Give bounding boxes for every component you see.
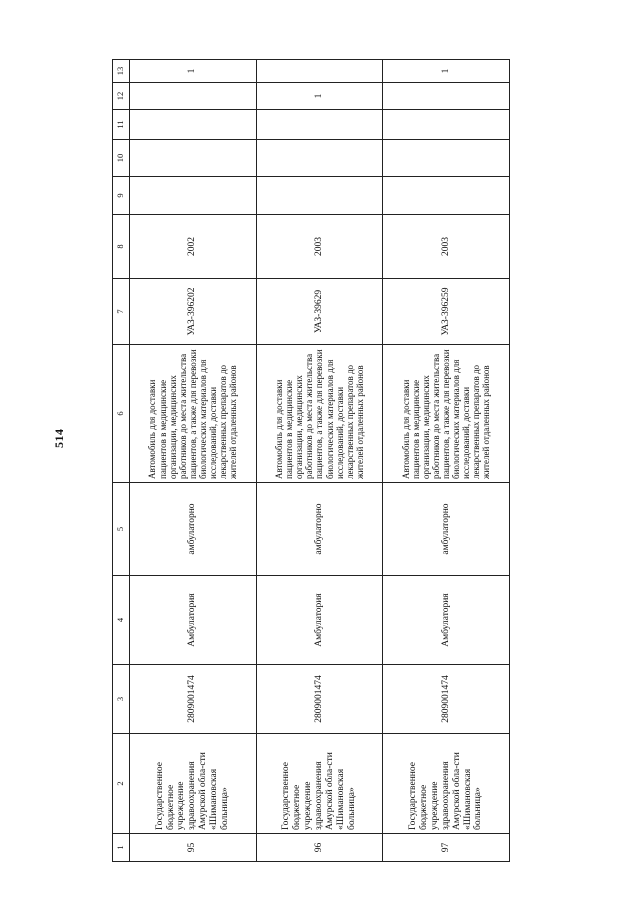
cell-col-9 <box>130 177 257 215</box>
unit-cell: Амбулатория <box>256 576 383 665</box>
vehicle-model: УАЗ-396259 <box>383 279 510 345</box>
table-row <box>130 60 257 862</box>
page-number: 514 <box>52 428 66 448</box>
cell-col-10 <box>383 140 510 177</box>
header-cell: 1 <box>113 834 130 862</box>
header-cell: 5 <box>113 483 130 576</box>
header-cell: 2 <box>113 734 130 834</box>
vehicle-year: 2003 <box>256 215 383 279</box>
row-number: 95 <box>130 834 257 862</box>
unit-cell: Амбулатория <box>130 576 257 665</box>
cell-col-12 <box>130 83 257 110</box>
cell-col-9 <box>383 177 510 215</box>
header-cell: 3 <box>113 665 130 734</box>
cell-col-12 <box>383 83 510 110</box>
header-cell: 13 <box>113 60 130 83</box>
organization-name: Государственное бюджетное учреждение здравоохранения Амурской обла-сти «Шимановская больница» <box>130 734 257 834</box>
care-type-cell: амбулаторно <box>256 483 383 576</box>
inn-cell: 2809001474 <box>130 665 257 734</box>
care-type-cell: амбулаторно <box>130 483 257 576</box>
header-cell: 9 <box>113 177 130 215</box>
organization-name: Государственное бюджетное учреждение здравоохранения Амурской обла-сти «Шимановская больница» <box>256 734 383 834</box>
care-type-cell: амбулаторно <box>383 483 510 576</box>
cell-col-10 <box>256 140 383 177</box>
cell-col-13: 1 <box>383 60 510 83</box>
header-cell: 10 <box>113 140 130 177</box>
cell-col-13: 1 <box>130 60 257 83</box>
vehicle-purpose: Автомобиль для доставки пациентов в медицинские организации, медицинских работников до места жительства пациентов, а также для перевозки биологических материалов для исследований, доставки лекарственных препаратов до жителей отдаленных районов <box>383 345 510 483</box>
cell-col-11 <box>383 110 510 140</box>
rotated-table-container <box>112 66 510 862</box>
table-row <box>383 60 510 862</box>
inn-cell: 2809001474 <box>256 665 383 734</box>
cell-col-12: 1 <box>256 83 383 110</box>
vehicle-table <box>112 59 510 862</box>
row-number: 96 <box>256 834 383 862</box>
vehicle-model: УАЗ-396202 <box>130 279 257 345</box>
organization-name: Государственное бюджетное учреждение здравоохранения Амурской обла-сти «Шимановская больница» <box>383 734 510 834</box>
header-cell: 12 <box>113 83 130 110</box>
cell-col-10 <box>130 140 257 177</box>
header-cell: 7 <box>113 279 130 345</box>
vehicle-model: УАЗ-39629 <box>256 279 383 345</box>
header-cell: 4 <box>113 576 130 665</box>
cell-col-11 <box>130 110 257 140</box>
header-cell: 6 <box>113 345 130 483</box>
header-row <box>113 60 130 862</box>
cell-col-9 <box>256 177 383 215</box>
cell-col-11 <box>256 110 383 140</box>
vehicle-purpose: Автомобиль для доставки пациентов в медицинские организации, медицинских работников до места жительства пациентов, а также для перевозки биологических материалов для исследований, доставки лекарственных препаратов до жителей отдаленных районов <box>130 345 257 483</box>
row-number: 97 <box>383 834 510 862</box>
header-cell: 8 <box>113 215 130 279</box>
header-cell: 11 <box>113 110 130 140</box>
table-row <box>256 60 383 862</box>
vehicle-year: 2002 <box>130 215 257 279</box>
vehicle-purpose: Автомобиль для доставки пациентов в медицинские организации, медицинских работников до места жительства пациентов, а также для перевозки биологических материалов для исследований, доставки лекарственных препаратов до жителей отдаленных районов <box>256 345 383 483</box>
cell-col-13 <box>256 60 383 83</box>
unit-cell: Амбулатория <box>383 576 510 665</box>
vehicle-year: 2003 <box>383 215 510 279</box>
inn-cell: 2809001474 <box>383 665 510 734</box>
